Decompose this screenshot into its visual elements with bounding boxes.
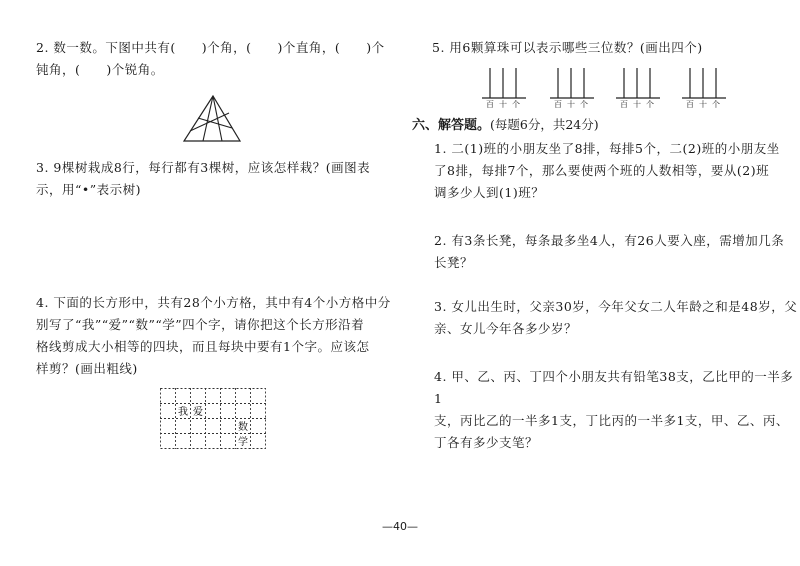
question-4-line-3: 格线剪成大小相等的四块，而且每块中要有1个字。应该怎 [36, 339, 370, 354]
problem-3-line-1: 3. 女儿出生时，父亲30岁，今年父女二人年龄之和是48岁，父 [434, 299, 798, 314]
question-4-line-4: 样剪？(画出粗线) [36, 361, 138, 376]
abacus-4-label-hundreds: 百 [686, 100, 694, 109]
problem-1-line-1: 1. 二(1)班的小朋友坐了8排，每排5个，二(2)班的小朋友坐 [434, 141, 780, 156]
abacus-1-label-ones: 个 [512, 100, 520, 109]
question-5 [432, 37, 703, 59]
section-6-heading [412, 114, 599, 137]
abacus-3-label-tens: 十 [633, 100, 641, 109]
grid-char-ai: 爱 [193, 407, 203, 418]
question-4 [36, 292, 391, 380]
abacus-3-label-hundreds: 百 [620, 100, 628, 109]
problem-4-line-2: 支，丙比乙的一半多1支，丁比丙的一半多1支，甲、乙、丙、 [434, 413, 789, 428]
question-3-line-1: 3. 9棵树栽成8行，每行都有3棵树，应该怎样栽？(画图表 [36, 160, 371, 175]
abacus-2[interactable] [548, 66, 598, 110]
abacus-3[interactable] [614, 66, 664, 110]
problem-2-line-1: 2. 有3条长凳，每条最多坐4人，有26人要入座，需增加几条 [434, 233, 785, 248]
page-number: —40— [382, 520, 418, 533]
problem-1-line-2: 了8排，每排7个，那么要使两个班的人数相等，要从(2)班 [434, 163, 770, 178]
abacus-2-label-hundreds: 百 [554, 100, 562, 109]
grid-char-shu: 数 [238, 422, 248, 433]
abacus-2-label-tens: 十 [567, 100, 575, 109]
abacus-2-label-ones: 个 [580, 100, 588, 109]
grid-char-xue: 学 [238, 437, 248, 448]
rectangle-grid[interactable] [160, 388, 268, 452]
problem-1-line-3: 调多少人到(1)班？ [434, 185, 545, 200]
question-2 [36, 37, 385, 81]
section-6-note: (每题6分，共24分) [490, 117, 599, 132]
question-2-line-2: 钝角，( )个锐角。 [36, 62, 164, 77]
question-3-line-2: 示，用“•”表示树) [36, 182, 142, 197]
question-4-line-2: 别写了“我”“爱”“数”“学”四个字，请你把这个长方形沿着 [36, 317, 365, 332]
question-5-line-1: 5. 用6颗算珠可以表示哪些三位数？(画出四个) [432, 40, 703, 55]
abacus-1-label-hundreds: 百 [486, 100, 494, 109]
problem-3-line-2: 亲、女儿今年各多少岁？ [434, 321, 578, 336]
abacus-3-label-ones: 个 [646, 100, 654, 109]
problem-2 [434, 230, 784, 274]
problem-3 [434, 296, 797, 340]
question-2-line-1: 2. 数一数。下图中共有( )个角，( )个直角，( )个 [36, 40, 385, 55]
abacus-1[interactable] [480, 66, 530, 110]
abacus-4[interactable] [680, 66, 730, 110]
problem-4-line-1: 4. 甲、乙、丙、丁四个小朋友共有铅笔38支，乙比甲的一半多1 [434, 369, 794, 406]
abacus-4-label-tens: 十 [699, 100, 707, 109]
question-4-line-1: 4. 下面的长方形中，共有28个小方格，其中有4个小方格中分 [36, 295, 391, 310]
problem-2-line-2: 长凳？ [434, 255, 474, 270]
problem-4-line-3: 丁各有多少支笔？ [434, 435, 539, 450]
problem-1 [434, 138, 780, 204]
problem-4 [434, 366, 800, 454]
grid-char-wo: 我 [178, 407, 188, 418]
section-6-title: 六、解答题。 [412, 118, 491, 133]
question-3 [36, 157, 370, 201]
abacus-4-label-ones: 个 [712, 100, 720, 109]
abacus-1-label-tens: 十 [499, 100, 507, 109]
